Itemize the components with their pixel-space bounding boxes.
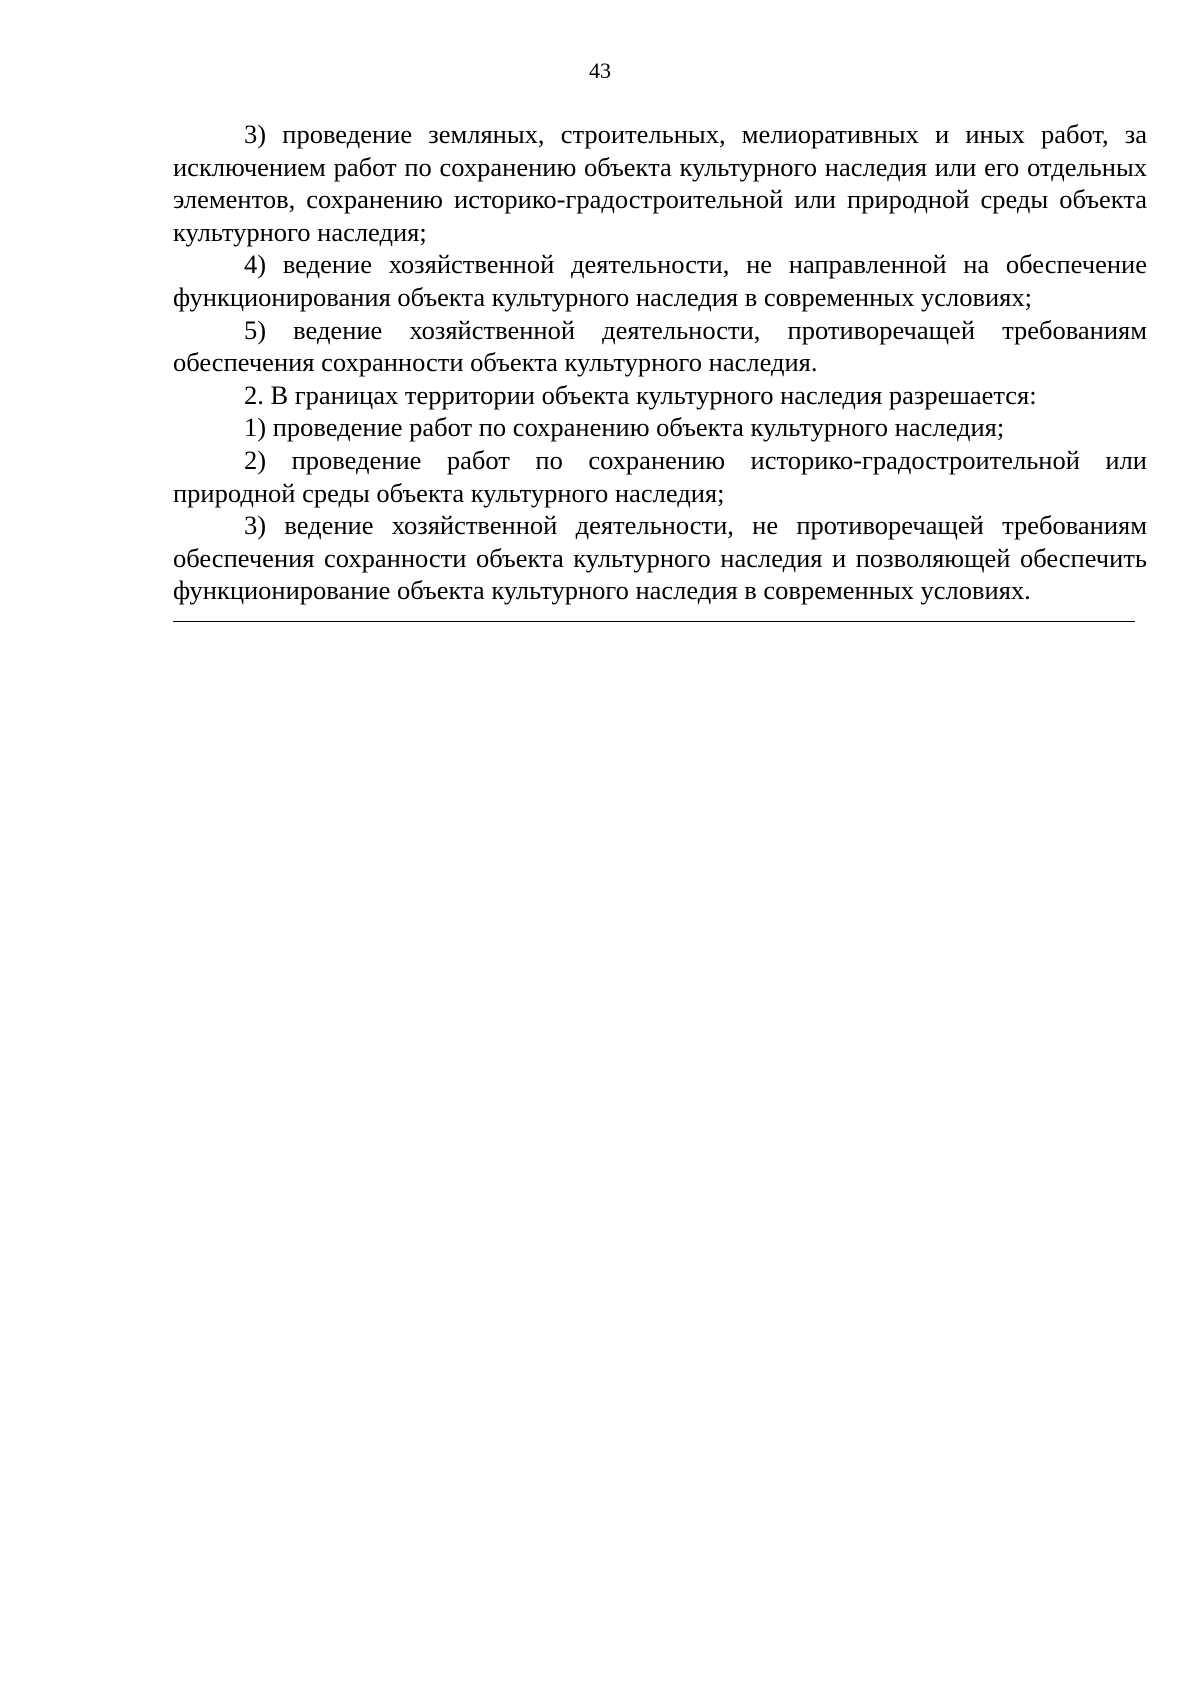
paragraph-permitted-item-3: 3) ведение хозяйственной деятельности, не противоречащей требованиям обеспечения сохранности объекта культурного наследия и позволяющей обеспечить функционирование объекта культурного наследия в современных условиях.	[173, 510, 1147, 606]
paragraph-permitted-item-2: 2) проведение работ по сохранению историко-градостроительной или природной среды объекта культурного наследия;	[173, 444, 1147, 508]
paragraph-prohibited-item-5: 5) ведение хозяйственной деятельности, противоречащей требованиям обеспечения сохранности объекта культурного наследия.	[173, 314, 1147, 378]
page-number: 43	[589, 58, 611, 83]
paragraph-prohibited-item-4: 4) ведение хозяйственной деятельности, не направленной на обеспечение функционирования объекта культурного наследия в современных условиях;	[173, 249, 1147, 312]
paragraph-prohibited-item-3: 3) проведение земляных, строительных, мелиоративных и иных работ, за исключением работ по сохранению объекта культурного наследия или его отдельных элементов, сохранению историко-градостроительной или природной среды объекта культурного наследия;	[173, 119, 1147, 247]
end-of-text-divider	[173, 621, 1135, 622]
paragraph-section-2-heading: 2. В границах территории объекта культурного наследия разрешается:	[244, 379, 1037, 410]
paragraph-permitted-item-1: 1) проведение работ по сохранению объекта культурного наследия;	[244, 412, 1005, 443]
document-body	[173, 118, 1147, 607]
